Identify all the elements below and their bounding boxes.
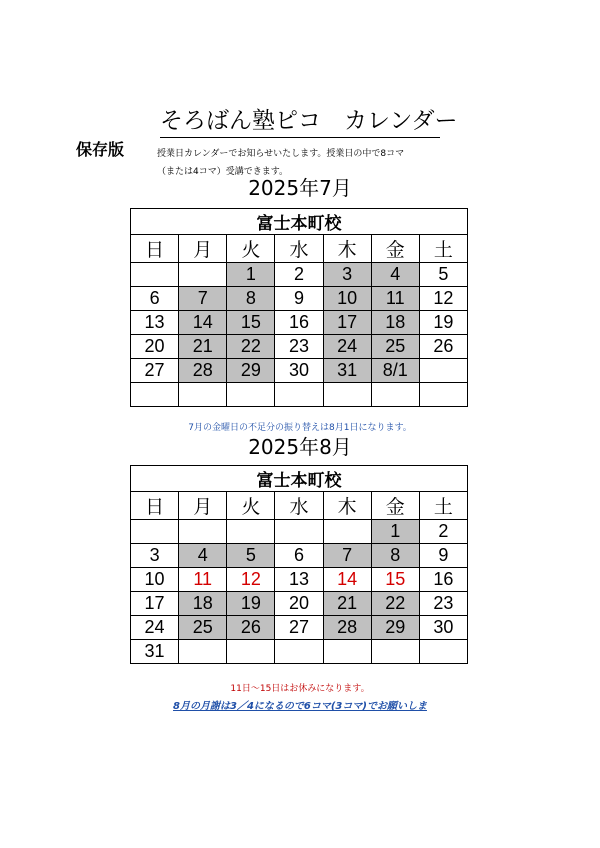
school-name: 富士本町校 [131,466,468,492]
day-cell: 7 [179,287,227,311]
day-cell: 22 [227,335,275,359]
empty-day-cell [131,383,179,407]
day-cell: 31 [323,359,371,383]
empty-day-cell [323,383,371,407]
day-cell: 9 [419,544,467,568]
day-cell: 3 [323,263,371,287]
day-cell: 30 [275,359,323,383]
weekday-label: 木 [323,235,371,263]
august-fee-note: 8月の月謝は3／4になるので6コマ(3コマ)でお願いしま [173,701,427,712]
weekday-header-row [131,235,468,263]
day-cell: 19 [419,311,467,335]
weekday-label: 火 [227,235,275,263]
day-cell: 24 [323,335,371,359]
day-cell: 21 [179,335,227,359]
day-cell: 31 [131,640,179,664]
day-cell: 7 [323,544,371,568]
day-cell: 28 [323,616,371,640]
day-cell: 15 [227,311,275,335]
weekday-label: 金 [371,235,419,263]
day-cell: 15 [371,568,419,592]
day-cell: 24 [131,616,179,640]
week-row [131,544,468,568]
week-row [131,568,468,592]
weekday-label: 日 [131,492,179,520]
day-cell: 10 [323,287,371,311]
week-row [131,592,468,616]
empty-day-cell [131,263,179,287]
week-row [131,616,468,640]
empty-day-cell [323,520,371,544]
week-row [131,640,468,664]
empty-day-cell [275,640,323,664]
page-title: そろばん塾ピコ カレンダー [160,106,440,138]
month-heading-august: 2025年8月 [248,435,352,459]
empty-day-cell [227,383,275,407]
weekday-label: 日 [131,235,179,263]
day-cell: 27 [275,616,323,640]
day-cell: 5 [227,544,275,568]
empty-day-cell [227,520,275,544]
day-cell: 28 [179,359,227,383]
day-cell: 16 [419,568,467,592]
empty-day-cell [179,383,227,407]
weekday-label: 月 [179,235,227,263]
day-cell: 30 [419,616,467,640]
week-row [131,520,468,544]
day-cell: 22 [371,592,419,616]
calendar-july [130,208,468,407]
day-cell: 1 [227,263,275,287]
day-cell: 13 [131,311,179,335]
day-cell: 29 [371,616,419,640]
day-cell: 18 [179,592,227,616]
empty-day-cell [419,359,467,383]
day-cell: 27 [131,359,179,383]
day-cell: 26 [227,616,275,640]
day-cell: 25 [371,335,419,359]
empty-day-cell [131,520,179,544]
day-cell: 4 [371,263,419,287]
month-heading-july: 2025年7月 [248,176,352,200]
day-cell: 26 [419,335,467,359]
day-cell: 17 [131,592,179,616]
calendar-august [130,465,468,664]
day-cell: 12 [227,568,275,592]
weekday-label: 火 [227,492,275,520]
preserve-label: 保存版 [76,140,125,159]
day-cell: 17 [323,311,371,335]
day-cell: 9 [275,287,323,311]
empty-day-cell [227,640,275,664]
day-cell: 6 [131,287,179,311]
day-cell: 20 [275,592,323,616]
day-cell: 14 [179,311,227,335]
day-cell: 21 [323,592,371,616]
empty-day-cell [275,520,323,544]
day-cell: 20 [131,335,179,359]
intro-text-line-1: 授業日カレンダーでお知らせいたします。授業日の中で8コマ [157,149,405,159]
empty-day-cell [179,263,227,287]
week-row [131,383,468,407]
day-cell: 19 [227,592,275,616]
day-cell: 3 [131,544,179,568]
august-holiday-note: 11日～15日はお休みになります。 [230,684,370,694]
day-cell: 8/1 [371,359,419,383]
day-cell: 18 [371,311,419,335]
day-cell: 23 [419,592,467,616]
weekday-label: 木 [323,492,371,520]
day-cell: 2 [419,520,467,544]
empty-day-cell [179,640,227,664]
empty-day-cell [419,383,467,407]
day-cell: 5 [419,263,467,287]
day-cell: 11 [179,568,227,592]
empty-day-cell [323,640,371,664]
weekday-label: 土 [419,492,467,520]
week-row [131,263,468,287]
school-name: 富士本町校 [131,209,468,235]
weekday-label: 金 [371,492,419,520]
weekday-label: 月 [179,492,227,520]
week-row [131,335,468,359]
day-cell: 10 [131,568,179,592]
july-note: 7月の金曜日の不足分の振り替えは8月1日になります。 [188,423,412,433]
day-cell: 25 [179,616,227,640]
day-cell: 23 [275,335,323,359]
intro-text-line-2: （または4コマ）受講できます。 [157,167,289,177]
day-cell: 8 [227,287,275,311]
day-cell: 8 [371,544,419,568]
week-row [131,287,468,311]
day-cell: 6 [275,544,323,568]
weekday-label: 水 [275,235,323,263]
empty-day-cell [179,520,227,544]
weekday-header-row [131,492,468,520]
day-cell: 29 [227,359,275,383]
day-cell: 13 [275,568,323,592]
day-cell: 1 [371,520,419,544]
day-cell: 11 [371,287,419,311]
empty-day-cell [275,383,323,407]
day-cell: 14 [323,568,371,592]
day-cell: 4 [179,544,227,568]
day-cell: 12 [419,287,467,311]
empty-day-cell [371,383,419,407]
empty-day-cell [371,640,419,664]
weekday-label: 水 [275,492,323,520]
week-row [131,311,468,335]
week-row [131,359,468,383]
day-cell: 2 [275,263,323,287]
day-cell: 16 [275,311,323,335]
weekday-label: 土 [419,235,467,263]
empty-day-cell [419,640,467,664]
